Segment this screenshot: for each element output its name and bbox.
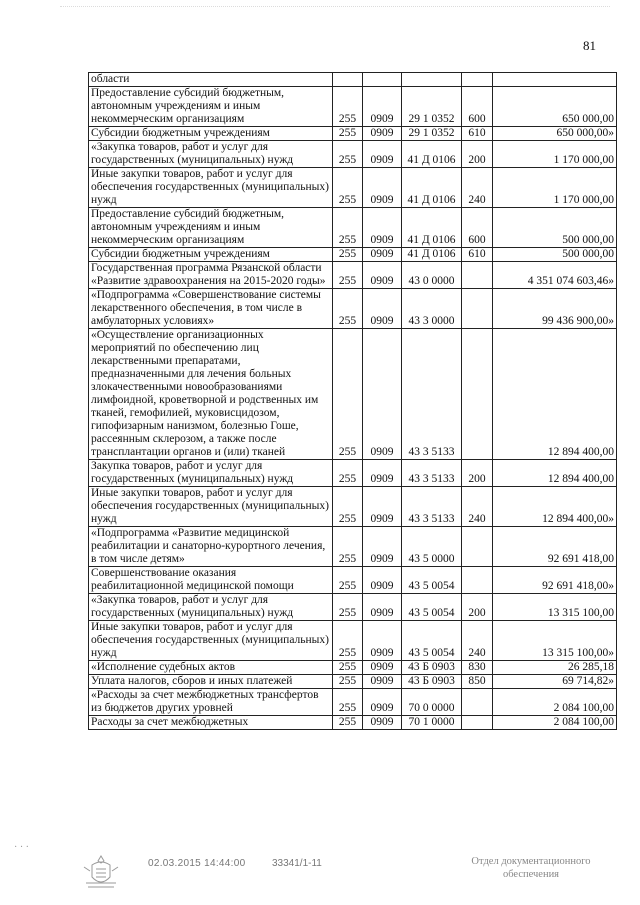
- row-name-cell: Субсидии бюджетным учреждениям: [89, 127, 333, 141]
- row-name-cell: «Исполнение судебных актов: [89, 661, 333, 675]
- department-code-cell: 255: [333, 675, 363, 689]
- expense-type-cell: 610: [462, 127, 493, 141]
- table-row: [89, 127, 617, 141]
- expense-type-cell: [462, 567, 493, 594]
- section-code-cell: 0909: [363, 329, 402, 460]
- section-code-cell: 0909: [363, 262, 402, 289]
- row-name-cell: «Закупка товаров, работ и услуг для государственных (муниципальных) нужд: [89, 594, 333, 621]
- expense-type-cell: [462, 329, 493, 460]
- department-code-cell: 255: [333, 87, 363, 127]
- row-name-cell: Предоставление субсидий бюджетным, автономным учреждениям и иным некоммерческим организациям: [89, 87, 333, 127]
- expense-type-cell: [462, 689, 493, 716]
- table-row: [89, 73, 617, 87]
- row-name-cell: Совершенствование оказания реабилитационной медицинской помощи: [89, 567, 333, 594]
- section-code-cell: 0909: [363, 621, 402, 661]
- department-code-cell: 255: [333, 208, 363, 248]
- expense-type-cell: [462, 73, 493, 87]
- target-article-cell: 43 3 5133: [402, 487, 462, 527]
- amount-cell: 92 691 418,00»: [493, 567, 617, 594]
- margin-marks: · · ·: [14, 842, 29, 853]
- table-row: [89, 87, 617, 127]
- row-name-cell: Иные закупки товаров, работ и услуг для обеспечения государственных (муниципальных) нужд: [89, 621, 333, 661]
- department-code-cell: 255: [333, 289, 363, 329]
- target-article-cell: 43 5 0054: [402, 567, 462, 594]
- row-name-cell: области: [89, 73, 333, 87]
- department-code-cell: 255: [333, 594, 363, 621]
- target-article-cell: 43 3 5133: [402, 329, 462, 460]
- target-article-cell: 41 Д 0106: [402, 208, 462, 248]
- target-article-cell: 29 1 0352: [402, 87, 462, 127]
- section-code-cell: 0909: [363, 567, 402, 594]
- table-row: [89, 594, 617, 621]
- section-code-cell: 0909: [363, 460, 402, 487]
- target-article-cell: 70 0 0000: [402, 689, 462, 716]
- expense-type-cell: 240: [462, 168, 493, 208]
- table-row: [89, 289, 617, 329]
- table-row: [89, 168, 617, 208]
- table-row: [89, 248, 617, 262]
- table-row: [89, 675, 617, 689]
- expense-type-cell: 600: [462, 87, 493, 127]
- section-code-cell: [363, 73, 402, 87]
- table-row: [89, 661, 617, 675]
- scan-artifact: [60, 6, 610, 15]
- footer-office-stamp: Отдел документационного обеспечения: [471, 856, 591, 880]
- expense-type-cell: 240: [462, 487, 493, 527]
- section-code-cell: 0909: [363, 487, 402, 527]
- department-code-cell: 255: [333, 329, 363, 460]
- department-code-cell: 255: [333, 527, 363, 567]
- table-row: [89, 262, 617, 289]
- row-name-cell: «Закупка товаров, работ и услуг для государственных (муниципальных) нужд: [89, 141, 333, 168]
- amount-cell: 2 084 100,00: [493, 689, 617, 716]
- expense-type-cell: 200: [462, 460, 493, 487]
- expense-type-cell: 200: [462, 594, 493, 621]
- expense-type-cell: 200: [462, 141, 493, 168]
- target-article-cell: 43 5 0054: [402, 594, 462, 621]
- department-code-cell: 255: [333, 487, 363, 527]
- row-name-cell: Иные закупки товаров, работ и услуг для обеспечения государственных (муниципальных) нужд: [89, 168, 333, 208]
- row-name-cell: Государственная программа Рязанской области «Развитие здравоохранения на 2015-2020 годы»: [89, 262, 333, 289]
- department-code-cell: 255: [333, 661, 363, 675]
- amount-cell: 13 315 100,00»: [493, 621, 617, 661]
- table-row: [89, 329, 617, 460]
- department-code-cell: 255: [333, 248, 363, 262]
- department-code-cell: [333, 73, 363, 87]
- budget-table: [88, 72, 617, 730]
- section-code-cell: 0909: [363, 87, 402, 127]
- table-row: [89, 460, 617, 487]
- table-row: [89, 716, 617, 730]
- target-article-cell: 70 1 0000: [402, 716, 462, 730]
- amount-cell: 2 084 100,00: [493, 716, 617, 730]
- expense-type-cell: 850: [462, 675, 493, 689]
- footer-timestamp: 02.03.2015 14:44:00: [148, 858, 246, 869]
- expense-type-cell: 240: [462, 621, 493, 661]
- row-name-cell: Предоставление субсидий бюджетным, автономным учреждениям и иным некоммерческим организациям: [89, 208, 333, 248]
- section-code-cell: 0909: [363, 141, 402, 168]
- section-code-cell: 0909: [363, 127, 402, 141]
- target-article-cell: 29 1 0352: [402, 127, 462, 141]
- department-code-cell: 255: [333, 460, 363, 487]
- table-row: [89, 621, 617, 661]
- expense-type-cell: 600: [462, 208, 493, 248]
- amount-cell: 12 894 400,00»: [493, 487, 617, 527]
- row-name-cell: Закупка товаров, работ и услуг для государственных (муниципальных) нужд: [89, 460, 333, 487]
- expense-type-cell: [462, 289, 493, 329]
- amount-cell: 12 894 400,00: [493, 329, 617, 460]
- table-row: [89, 689, 617, 716]
- amount-cell: 1 170 000,00: [493, 141, 617, 168]
- page-number: 81: [583, 38, 596, 53]
- target-article-cell: 43 Б 0903: [402, 661, 462, 675]
- section-code-cell: 0909: [363, 248, 402, 262]
- row-name-cell: «Подпрограмма «Развитие медицинской реабилитации и санаторно-курортного лечения, в том числе детям»: [89, 527, 333, 567]
- target-article-cell: 43 3 5133: [402, 460, 462, 487]
- department-code-cell: 255: [333, 567, 363, 594]
- section-code-cell: 0909: [363, 675, 402, 689]
- table-row: [89, 527, 617, 567]
- section-code-cell: 0909: [363, 527, 402, 567]
- expense-type-cell: [462, 527, 493, 567]
- department-code-cell: 255: [333, 262, 363, 289]
- row-name-cell: «Осуществление организационных мероприятий по обеспечению лиц лекарственными препаратами, предназначенными для лечения больных злокачественными новообразованиями лимфоидной, кроветворной и родственных им тканей, гемофилией, муковисцидозом, гипофизарным нанизмом, болезнью Гоше, рассеянным склерозом, а также после трансплантации органов и (или) тканей: [89, 329, 333, 460]
- table-row: [89, 487, 617, 527]
- amount-cell: 13 315 100,00: [493, 594, 617, 621]
- amount-cell: 650 000,00»: [493, 127, 617, 141]
- coat-of-arms-icon: [80, 853, 122, 891]
- expense-type-cell: 610: [462, 248, 493, 262]
- target-article-cell: 43 0 0000: [402, 262, 462, 289]
- table-row: [89, 208, 617, 248]
- target-article-cell: 41 Д 0106: [402, 141, 462, 168]
- section-code-cell: 0909: [363, 661, 402, 675]
- amount-cell: 26 285,18: [493, 661, 617, 675]
- amount-cell: [493, 73, 617, 87]
- amount-cell: 4 351 074 603,46»: [493, 262, 617, 289]
- row-name-cell: «Расходы за счет межбюджетных трансфертов из бюджетов других уровней: [89, 689, 333, 716]
- department-code-cell: 255: [333, 168, 363, 208]
- table-row: [89, 567, 617, 594]
- section-code-cell: 0909: [363, 716, 402, 730]
- target-article-cell: 41 Д 0106: [402, 248, 462, 262]
- department-code-cell: 255: [333, 141, 363, 168]
- section-code-cell: 0909: [363, 168, 402, 208]
- department-code-cell: 255: [333, 621, 363, 661]
- target-article-cell: 43 3 0000: [402, 289, 462, 329]
- target-article-cell: [402, 73, 462, 87]
- target-article-cell: 43 5 0054: [402, 621, 462, 661]
- target-article-cell: 43 Б 0903: [402, 675, 462, 689]
- table-row: [89, 141, 617, 168]
- amount-cell: 500 000,00: [493, 248, 617, 262]
- department-code-cell: 255: [333, 716, 363, 730]
- department-code-cell: 255: [333, 127, 363, 141]
- footer-document-number: 33341/1-11: [272, 858, 322, 869]
- row-name-cell: Уплата налогов, сборов и иных платежей: [89, 675, 333, 689]
- amount-cell: 650 000,00: [493, 87, 617, 127]
- amount-cell: 92 691 418,00: [493, 527, 617, 567]
- row-name-cell: Расходы за счет межбюджетных: [89, 716, 333, 730]
- expense-type-cell: 830: [462, 661, 493, 675]
- amount-cell: 500 000,00: [493, 208, 617, 248]
- section-code-cell: 0909: [363, 594, 402, 621]
- row-name-cell: Иные закупки товаров, работ и услуг для обеспечения государственных (муниципальных) нужд: [89, 487, 333, 527]
- amount-cell: 99 436 900,00»: [493, 289, 617, 329]
- department-code-cell: 255: [333, 689, 363, 716]
- target-article-cell: 41 Д 0106: [402, 168, 462, 208]
- expense-type-cell: [462, 716, 493, 730]
- amount-cell: 69 714,82»: [493, 675, 617, 689]
- section-code-cell: 0909: [363, 689, 402, 716]
- amount-cell: 12 894 400,00: [493, 460, 617, 487]
- section-code-cell: 0909: [363, 289, 402, 329]
- expense-type-cell: [462, 262, 493, 289]
- row-name-cell: «Подпрограмма «Совершенствование системы лекарственного обеспечения, в том числе в амбулаторных условиях»: [89, 289, 333, 329]
- section-code-cell: 0909: [363, 208, 402, 248]
- row-name-cell: Субсидии бюджетным учреждениям: [89, 248, 333, 262]
- target-article-cell: 43 5 0000: [402, 527, 462, 567]
- amount-cell: 1 170 000,00: [493, 168, 617, 208]
